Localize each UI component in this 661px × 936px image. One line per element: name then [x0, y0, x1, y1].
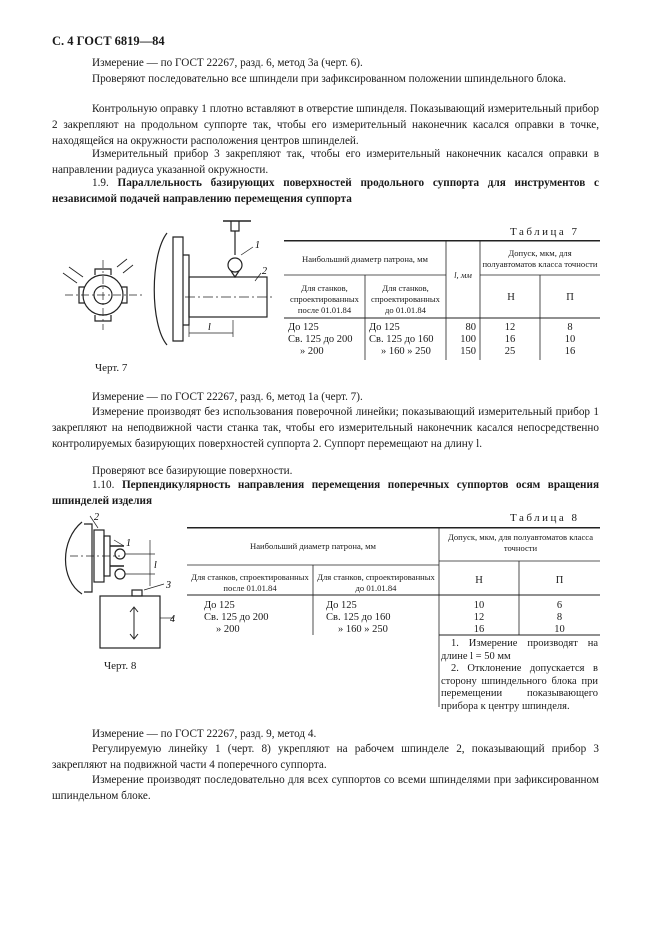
indicator-dial-lower — [115, 569, 125, 579]
paragraph: Измерение — по ГОСТ 22267, разд. 6, метод 3а (черт. 6). — [92, 57, 363, 69]
table-7-cell: 12 — [504, 322, 516, 333]
table-7-cell: » 200 — [300, 346, 324, 357]
indicator-dial-upper — [115, 549, 125, 559]
table-8-header-p: П — [555, 575, 564, 586]
table-7-header-diameter: Наибольший диаметр патрона, мм — [302, 254, 428, 264]
paragraph: Проверяют последовательно все шпиндели при зафиксированном положении шпиндельного блока. — [92, 73, 567, 85]
fig7-label-1: 1 — [255, 240, 260, 251]
table-7-cell: 25 — [504, 346, 516, 357]
section-heading-1-10 — [52, 477, 599, 509]
chuck-outline — [154, 233, 167, 345]
table-7-cell: 16 — [504, 334, 516, 345]
fig7-label-2: 2 — [262, 266, 267, 277]
table-7-header-after: Для станков, спроектированных после 01.01.84 — [290, 283, 359, 315]
table-8-cell: До 125 — [326, 600, 357, 611]
fig8-label-2: 2 — [94, 512, 99, 523]
table-7-cell: Св. 125 до 200 — [288, 334, 353, 345]
table-7-cell: 10 — [564, 334, 576, 345]
table-7-header-tolerance: Допуск, мкм, для полуавтоматов класса точности — [482, 248, 598, 269]
table-8-header-diameter: Наибольший диаметр патрона, мм — [250, 541, 376, 551]
table-8-cell: До 125 — [204, 600, 235, 611]
table-7-header-p: П — [566, 292, 574, 303]
table-8-cell: » 200 — [216, 624, 240, 635]
table-7-cell: 16 — [564, 346, 576, 357]
table-8-cell: 10 — [473, 600, 485, 611]
table-8-caption: Таблица 8 — [510, 512, 580, 524]
table-8-cell: 16 — [473, 624, 485, 635]
paragraph: Контрольную оправку 1 плотно вставляют в отверстие шпинделя. Показывающий измерительный прибор 2 закрепляют на продольном суппорте так, чтобы его измерительный наконечник касался оправки в точке, находящейся на окружности расположения центров шпинделей. — [52, 103, 599, 147]
table-7-cell: До 125 — [369, 322, 400, 333]
section-number: 1.9. — [92, 177, 109, 189]
table-8-note-1: 1. Измерение производят на длине l = 50 мм — [441, 638, 598, 662]
table-8-cell: 12 — [473, 612, 485, 623]
fig8-label-1: 1 — [126, 538, 131, 549]
table-8-cell: Св. 125 до 200 — [204, 612, 269, 623]
table-7-header-l: l, мм — [454, 270, 472, 280]
paragraph: Регулируемую линейку 1 (черт. 8) укрепляют на рабочем шпинделе 2, показывающий прибор 3 закрепляют на подвижной части 4 поперечного суппорта. — [52, 743, 599, 771]
fig8-label-l: l — [154, 560, 157, 571]
section-number: 1.10. — [92, 479, 115, 491]
page-header: С. 4 ГОСТ 6819—84 — [52, 34, 165, 48]
fig8-label-3: 3 — [166, 580, 171, 591]
table-8-cell: Св. 125 до 160 — [326, 612, 391, 623]
table-7-cell: Св. 125 до 160 — [369, 334, 434, 345]
table-8-cell: 8 — [556, 612, 563, 623]
table-7-cell: До 125 — [288, 322, 319, 333]
paragraph: Измерение производят последовательно для всех суппортов со всеми шпинделями при зафиксированном шпиндельном блоке. — [52, 774, 599, 802]
table-8-cell: 6 — [556, 600, 563, 611]
table-7-cell: 150 — [460, 346, 476, 357]
figure-7-caption: Черт. 7 — [95, 362, 128, 374]
section-title: Параллельность базирующих поверхностей продольного суппорта для инструментов с независимой подачей направлению перемещения суппорта — [52, 177, 600, 205]
table-7-cell: » 160 » 250 — [381, 346, 431, 357]
paragraph: Измерение — по ГОСТ 22267, разд. 6, метод 1а (черт. 7). — [92, 391, 363, 403]
table-7-header-before: Для станков, спроектированных до 01.01.84 — [371, 283, 440, 315]
section-heading-1-9 — [52, 175, 599, 207]
paragraph: Измерение производят без использования поверочной линейки; показывающий измерительный прибор 1 закрепляют на неподвижной части станка так, чтобы его измерительный наконечник касался непосредственно контролируемых базирующих поверхностей суппорта 2. Суппорт перемещают на длину l. — [52, 406, 599, 450]
table-7-header-n: Н — [507, 292, 515, 303]
fig7-label-l: l — [208, 322, 211, 333]
paragraph: Измерение — по ГОСТ 22267, разд. 9, метод 4. — [92, 728, 317, 740]
table-8-header-before: Для станков, спроектированных до 01.01.84 — [317, 572, 435, 593]
table-7-cell: 8 — [567, 322, 573, 333]
table-7-cell: 100 — [460, 334, 476, 345]
figure-8-caption: Черт. 8 — [104, 660, 137, 672]
paragraph: Проверяют все базирующие поверхности. — [92, 465, 293, 477]
table-8-header-n: Н — [475, 575, 483, 586]
table-8-header-tolerance: Допуск, мкм, для полуавтоматов класса точности — [447, 532, 594, 553]
paragraph: Измерительный прибор 3 закрепляют так, чтобы его измерительный наконечник касался оправки в направлении радиуса указанной окружности. — [52, 148, 599, 176]
table-8-header-after: Для станков, спроектированных после 01.01.84 — [191, 572, 309, 593]
indicator-dial — [228, 258, 242, 272]
figure-7-drawing — [55, 215, 280, 350]
fig8-label-4: 4 — [170, 614, 175, 625]
cross-support-body — [100, 596, 160, 648]
figure-8-drawing — [60, 510, 185, 660]
spindle-block-outline — [66, 522, 83, 594]
table-8-cell: » 160 » 250 — [338, 624, 388, 635]
table-7-caption: Таблица 7 — [510, 226, 580, 238]
section-title: Перпендикулярность направления перемещения поперечных суппортов осям вращения шпинделей изделия — [52, 479, 600, 507]
table-8-cell: 10 — [554, 624, 565, 635]
table-7-cell: 80 — [465, 322, 476, 333]
table-8-note-2: 2. Отклонение допускается в сторону шпиндельного блока при перемещении показывающего прибора к центру шпинделя. — [441, 663, 598, 712]
